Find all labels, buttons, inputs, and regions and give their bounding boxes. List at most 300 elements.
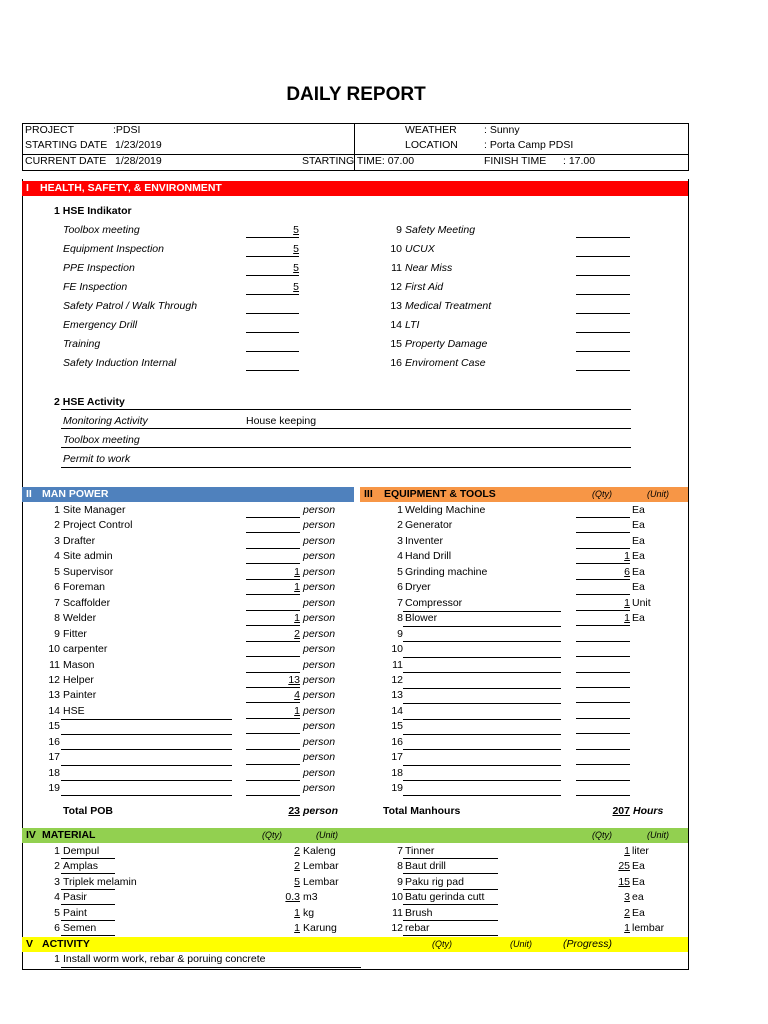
manpower-unit: person	[303, 659, 336, 671]
total-manhours-unit: Hours	[633, 805, 664, 817]
equipment-number: 16	[391, 736, 403, 748]
equipment-qty-underline	[576, 749, 630, 750]
equipment-number: 12	[391, 674, 403, 686]
equipment-unit: Ea	[632, 504, 645, 516]
equipment-name: Compressor	[405, 597, 463, 609]
page-title: DAILY REPORT	[286, 84, 426, 105]
hse-indicator-value: 5	[293, 262, 299, 274]
equipment-name-line	[403, 641, 561, 642]
hse-activity-divider	[61, 409, 631, 410]
manpower-unit: person	[303, 782, 336, 794]
hse-activity-title: 2 HSE Activity	[54, 396, 125, 408]
material-name: Baut drill	[405, 860, 446, 872]
manpower-number: 4	[54, 550, 60, 562]
equipment-number: 13	[391, 689, 403, 701]
material-name-underline	[403, 920, 498, 921]
equipment-name-line	[403, 611, 561, 612]
material-name: Triplek melamin	[63, 876, 137, 888]
total-pob-value: 23	[288, 805, 300, 817]
material-name-underline	[403, 904, 498, 905]
project-value: :PDSI	[113, 124, 141, 136]
activity-progress-header: (Progress)	[563, 938, 613, 950]
material-name-underline	[61, 873, 115, 874]
manpower-blank-line	[61, 795, 232, 796]
manpower-qty: 1	[294, 566, 300, 578]
manpower-blank-line	[61, 749, 232, 750]
manpower-section-number: II	[26, 488, 32, 500]
hse-indicator-underline	[246, 237, 299, 238]
material-qty-header: (Qty)	[262, 830, 282, 840]
equipment-qty-underline	[576, 780, 630, 781]
manpower-unit: person	[303, 504, 336, 516]
manpower-qty: 1	[294, 612, 300, 624]
manpower-number: 8	[54, 612, 60, 624]
hse-indicator-number: 13	[390, 300, 402, 312]
starting-date-value: 1/23/2019	[115, 139, 162, 151]
material-name: Pasir	[63, 891, 87, 903]
equipment-qty-header: (Qty)	[592, 489, 612, 499]
hse-activity-divider	[61, 428, 631, 429]
material-name-underline	[61, 858, 115, 859]
manpower-section-title: MAN POWER	[42, 488, 109, 500]
material-name: Batu gerinda cutt	[405, 891, 485, 903]
equipment-qty-underline	[576, 656, 630, 657]
material-unit: Ea	[632, 860, 645, 872]
manpower-qty-underline	[246, 764, 300, 765]
starting-time: STARTING TIME: 07.00	[302, 155, 415, 167]
equipment-number: 15	[391, 720, 403, 732]
hse-activity-divider	[61, 447, 631, 448]
material-unit: Kaleng	[303, 845, 336, 857]
manpower-name: Scaffolder	[63, 597, 111, 609]
hse-indicator-value: 5	[293, 224, 299, 236]
hse-indicator-label: UCUX	[405, 243, 435, 255]
material-name-underline	[403, 873, 498, 874]
manpower-qty-underline	[246, 625, 300, 626]
hse-indicator-underline	[576, 275, 630, 276]
manpower-unit: person	[303, 705, 336, 717]
equipment-number: 18	[391, 767, 403, 779]
material-qty: 1	[294, 922, 300, 934]
material-number: 4	[54, 891, 60, 903]
equipment-name-line	[403, 672, 561, 673]
material-name-underline	[61, 904, 115, 905]
manpower-unit: person	[303, 767, 336, 779]
manpower-name: Welder	[63, 612, 97, 624]
equipment-name-line	[403, 734, 561, 735]
manpower-qty-underline	[246, 687, 300, 688]
hse-indicator-underline	[246, 351, 299, 352]
material-number: 2	[54, 860, 60, 872]
material-unit-header: (Unit)	[316, 830, 338, 840]
equipment-number: 14	[391, 705, 403, 717]
manpower-qty-underline	[246, 702, 300, 703]
material-unit: Ea	[632, 876, 645, 888]
total-pob-label: Total POB	[63, 805, 113, 817]
material-qty: 2	[294, 845, 300, 857]
hse-indicator-underline	[576, 351, 630, 352]
material-unit: kg	[303, 907, 315, 919]
hse-indicator-label: Safety Induction Internal	[63, 357, 177, 369]
manpower-unit: person	[303, 612, 336, 624]
manpower-unit: person	[303, 581, 336, 593]
equipment-name-line	[403, 626, 561, 627]
equipment-unit: Unit	[632, 597, 651, 609]
hse-section-bar	[22, 181, 688, 196]
material-name: Tinner	[405, 845, 435, 857]
manpower-number: 10	[48, 643, 60, 655]
weather-label: WEATHER	[405, 124, 457, 136]
manpower-name: Mason	[63, 659, 95, 671]
hse-indicator-underline	[576, 332, 630, 333]
equipment-number: 7	[397, 597, 403, 609]
manpower-qty-underline	[246, 718, 300, 719]
hse-indicator-number: 16	[390, 357, 402, 369]
hse-indicator-value: 5	[293, 281, 299, 293]
equipment-number: 4	[397, 550, 403, 562]
manpower-qty: 4	[294, 689, 300, 701]
manpower-name: Site Manager	[63, 504, 126, 516]
material-number: 7	[397, 845, 403, 857]
manpower-number: 12	[48, 674, 60, 686]
material-unit: Karung	[303, 922, 337, 934]
equipment-qty-underline	[576, 672, 630, 673]
hse-section-title: HEALTH, SAFETY, & ENVIRONMENT	[40, 182, 222, 194]
equipment-number: 3	[397, 535, 403, 547]
equipment-number: 5	[397, 566, 403, 578]
total-manhours-value: 207	[612, 805, 630, 817]
equipment-name-line	[403, 765, 561, 766]
material-unit: Ea	[632, 907, 645, 919]
manpower-number: 3	[54, 535, 60, 547]
hse-indicator-label: LTI	[405, 319, 420, 331]
manpower-unit: person	[303, 628, 336, 640]
manpower-qty-underline	[246, 532, 300, 533]
manpower-number: 19	[48, 782, 60, 794]
hse-indicator-underline	[246, 332, 299, 333]
hse-activity-label: Monitoring Activity	[63, 415, 148, 427]
equipment-qty-underline	[576, 702, 630, 703]
equipment-section-bar	[360, 487, 688, 502]
material-number: 11	[392, 907, 403, 919]
equipment-name: Blower	[405, 612, 438, 624]
equipment-number: 8	[397, 612, 403, 624]
equipment-qty-underline	[576, 625, 630, 626]
manpower-number: 1	[54, 504, 60, 516]
equipment-name: Inventer	[405, 535, 443, 547]
equipment-qty-underline	[576, 594, 630, 595]
manpower-number: 7	[54, 597, 60, 609]
equipment-section-title: EQUIPMENT & TOOLS	[384, 488, 496, 500]
equipment-unit: Ea	[632, 581, 645, 593]
material-number: 1	[54, 845, 60, 857]
manpower-qty-underline	[246, 656, 300, 657]
manpower-section-bar	[22, 487, 354, 502]
manpower-name: Painter	[63, 689, 97, 701]
manpower-number: 17	[48, 751, 60, 763]
manpower-unit: person	[303, 566, 336, 578]
material-qty: 0.3	[285, 891, 300, 903]
equipment-number: 6	[397, 581, 403, 593]
manpower-qty-underline	[246, 672, 300, 673]
manpower-qty: 2	[294, 628, 300, 640]
equipment-qty-underline	[576, 532, 630, 533]
total-manhours-label: Total Manhours	[383, 805, 461, 817]
hse-indicator-underline	[576, 313, 630, 314]
manpower-number: 5	[54, 566, 60, 578]
material-qty: 1	[624, 922, 630, 934]
equipment-unit-header: (Unit)	[647, 489, 669, 499]
project-label: PROJECT	[25, 124, 75, 136]
manpower-number: 15	[48, 720, 60, 732]
equipment-number: 1	[397, 504, 403, 516]
activity-unit-header: (Unit)	[510, 939, 532, 949]
hse-indicator-label: Equipment Inspection	[63, 243, 164, 255]
manpower-qty: 1	[294, 581, 300, 593]
manpower-number: 2	[54, 519, 60, 531]
hse-indicator-label: PPE Inspection	[63, 262, 135, 274]
equipment-unit: Ea	[632, 566, 645, 578]
equipment-number: 2	[397, 519, 403, 531]
frame-bottom-line	[22, 969, 689, 970]
equipment-number: 19	[391, 782, 403, 794]
manpower-qty-underline	[246, 795, 300, 796]
hse-indicator-underline	[246, 256, 299, 257]
activity-name-underline	[61, 967, 361, 968]
equipment-unit: Ea	[632, 519, 645, 531]
hse-indicator-underline	[576, 294, 630, 295]
equipment-qty-underline	[576, 610, 630, 611]
material-qty: 15	[618, 876, 630, 888]
hse-indicator-label: FE Inspection	[63, 281, 128, 293]
material-qty: 2	[294, 860, 300, 872]
hse-indicator-number: 10	[390, 243, 402, 255]
manpower-unit: person	[303, 597, 336, 609]
material-name-underline	[61, 935, 115, 936]
manpower-name: Drafter	[63, 535, 96, 547]
hse-activity-label: Permit to work	[63, 453, 131, 465]
equipment-name-line	[403, 688, 561, 689]
equipment-name: Grinding machine	[405, 566, 488, 578]
equipment-name-line	[403, 657, 561, 658]
equipment-qty-underline	[576, 517, 630, 518]
manpower-unit: person	[303, 720, 336, 732]
current-date-label: CURRENT DATE	[25, 155, 107, 167]
material-unit: Lembar	[303, 860, 339, 872]
material-name: Amplas	[63, 860, 99, 872]
equipment-name-line	[403, 749, 561, 750]
manpower-qty-underline	[246, 594, 300, 595]
manpower-blank-line	[61, 734, 232, 735]
equipment-qty-underline	[576, 579, 630, 580]
manpower-name: carpenter	[63, 643, 108, 655]
header-info-box	[22, 123, 689, 171]
manpower-name: Fitter	[63, 628, 87, 640]
material-unit: lembar	[632, 922, 665, 934]
manpower-qty-underline	[246, 563, 300, 564]
manpower-blank-line	[61, 765, 232, 766]
manpower-qty-underline	[246, 780, 300, 781]
material-name: Semen	[63, 922, 97, 934]
hse-indicator-underline	[246, 294, 299, 295]
manpower-number: 14	[48, 705, 60, 717]
material-number: 6	[54, 922, 60, 934]
material-name-underline	[403, 935, 498, 936]
hse-indicator-label: Medical Treatment	[405, 300, 492, 312]
activity-section-number: V	[26, 938, 34, 950]
material-name-underline	[61, 889, 115, 890]
material-number: 3	[54, 876, 60, 888]
equipment-name: Welding Machine	[405, 504, 486, 516]
manpower-qty-underline	[246, 610, 300, 611]
equipment-name: Dryer	[405, 581, 431, 593]
material-section-bar	[22, 828, 688, 843]
material-qty: 2	[624, 907, 630, 919]
equipment-qty: 1	[624, 597, 630, 609]
manpower-number: 11	[49, 659, 60, 671]
material-unit: Lembar	[303, 876, 339, 888]
hse-indicator-number: 9	[396, 224, 402, 236]
material-number: 8	[397, 860, 403, 872]
location-label: LOCATION	[405, 139, 458, 151]
manpower-name: Helper	[63, 674, 94, 686]
manpower-name: Site admin	[63, 550, 113, 562]
material-section-number: IV	[26, 829, 36, 841]
hse-indicator-number: 15	[390, 338, 402, 350]
material-name-underline	[403, 889, 498, 890]
activity-name: Install worm work, rebar & poruing concrete	[63, 953, 266, 965]
manpower-unit: person	[303, 643, 336, 655]
material-name-underline	[61, 920, 115, 921]
manpower-unit: person	[303, 550, 336, 562]
manpower-name: Supervisor	[63, 566, 114, 578]
equipment-number: 17	[391, 751, 403, 763]
hse-indicator-underline	[246, 275, 299, 276]
hse-indicator-underline	[576, 370, 630, 371]
manpower-unit: person	[303, 535, 336, 547]
manpower-qty-underline	[246, 641, 300, 642]
hse-indicator-label: Safety Patrol / Walk Through	[63, 300, 198, 312]
current-date-value: 1/28/2019	[115, 155, 162, 167]
manpower-number: 18	[48, 767, 60, 779]
finish-time-value: : 17.00	[563, 155, 596, 167]
equipment-qty: 1	[624, 612, 630, 624]
equipment-unit: Ea	[632, 612, 645, 624]
material-qty-header-right: (Qty)	[592, 830, 612, 840]
equipment-number: 10	[391, 643, 403, 655]
activity-qty-header: (Qty)	[432, 939, 452, 949]
equipment-name-line	[403, 795, 561, 796]
hse-indicator-label: First Aid	[405, 281, 444, 293]
material-qty: 5	[294, 876, 300, 888]
equipment-name: Generator	[405, 519, 453, 531]
manpower-number: 6	[54, 581, 60, 593]
equipment-qty: 1	[624, 550, 630, 562]
manpower-unit: person	[303, 674, 336, 686]
manpower-qty-underline	[246, 517, 300, 518]
manpower-qty-underline	[246, 579, 300, 580]
material-unit: ea	[632, 891, 644, 903]
starting-date-label: STARTING DATE	[25, 139, 108, 151]
activity-section-bar	[22, 937, 688, 952]
equipment-name-line	[403, 719, 561, 720]
hse-indicator-underline	[576, 256, 630, 257]
material-number: 9	[397, 876, 403, 888]
equipment-unit: Ea	[632, 535, 645, 547]
material-unit: liter	[632, 845, 649, 857]
material-name: Dempul	[63, 845, 100, 857]
manpower-unit: person	[303, 689, 336, 701]
manpower-blank-line	[61, 780, 232, 781]
equipment-section-number: III	[364, 488, 373, 500]
equipment-qty-underline	[576, 733, 630, 734]
manpower-blank-line	[61, 719, 232, 720]
material-name: Paint	[63, 907, 87, 919]
manpower-name: Project Control	[63, 519, 133, 531]
material-unit: m3	[303, 891, 318, 903]
material-name: Brush	[405, 907, 433, 919]
manpower-unit: person	[303, 519, 336, 531]
hse-activity-label: Toolbox meeting	[63, 434, 140, 446]
equipment-qty-underline	[576, 563, 630, 564]
equipment-qty-underline	[576, 795, 630, 796]
material-name-underline	[403, 858, 498, 859]
material-qty: 1	[624, 845, 630, 857]
manpower-unit: person	[303, 751, 336, 763]
hse-activity-bottom-line	[61, 467, 631, 468]
hse-indicator-underline	[246, 313, 299, 314]
manpower-name: Foreman	[63, 581, 106, 593]
material-qty: 3	[624, 891, 630, 903]
hse-indicator-label: Property Damage	[405, 338, 488, 350]
hse-indicator-value: 5	[293, 243, 299, 255]
material-number: 5	[54, 907, 60, 919]
manpower-qty: 13	[288, 674, 300, 686]
manpower-qty: 1	[294, 705, 300, 717]
manpower-qty-underline	[246, 749, 300, 750]
equipment-name-line	[403, 703, 561, 704]
manpower-qty-underline	[246, 733, 300, 734]
material-number: 12	[391, 922, 403, 934]
equipment-qty-underline	[576, 641, 630, 642]
finish-time-label: FINISH TIME	[484, 155, 547, 167]
material-qty: 25	[618, 860, 630, 872]
equipment-qty-underline	[576, 718, 630, 719]
manpower-number: 13	[48, 689, 60, 701]
material-qty: 1	[294, 907, 300, 919]
hse-indicator-label: Emergency Drill	[63, 319, 138, 331]
equipment-number: 11	[392, 659, 403, 671]
manpower-qty-underline	[246, 548, 300, 549]
hse-indicator-label: Enviroment Case	[405, 357, 486, 369]
hse-indicator-number: 14	[390, 319, 402, 331]
equipment-name-line	[403, 780, 561, 781]
equipment-unit: Ea	[632, 550, 645, 562]
activity-number: 1	[54, 953, 60, 965]
total-pob-unit: person	[303, 805, 339, 817]
weather-value: : Sunny	[484, 124, 520, 136]
hse-indicator-number: 11	[391, 262, 402, 274]
equipment-qty: 6	[624, 566, 630, 578]
hse-indicator-underline	[246, 370, 299, 371]
hse-indicator-label: Toolbox meeting	[63, 224, 140, 236]
manpower-number: 16	[48, 736, 60, 748]
equipment-name: Hand Drill	[405, 550, 452, 562]
activity-section-title: ACTIVITY	[42, 938, 90, 950]
hse-indikator-title: 1 HSE Indikator	[54, 205, 132, 217]
manpower-number: 9	[54, 628, 60, 640]
material-name: Paku rig pad	[405, 876, 464, 888]
